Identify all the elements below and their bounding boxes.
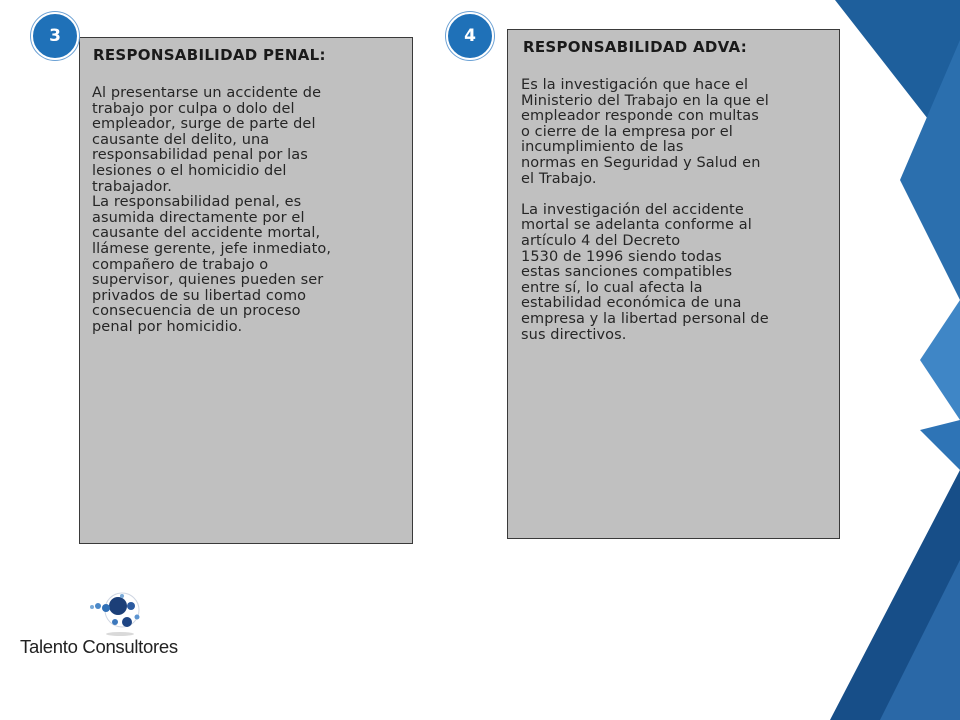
card-line: o cierre de la empresa por el (521, 123, 733, 140)
card-line: La investigación del accidente (521, 201, 744, 218)
card-line: entre sí, lo cual afecta la (521, 279, 703, 296)
card-line: empresa y la libertad personal de (521, 310, 769, 327)
card-line: empleador responde con multas (521, 108, 759, 125)
card-line: estas sanciones compatibles (521, 264, 733, 281)
card-title: RESPONSABILIDAD PENAL: (93, 46, 326, 64)
card-line: responsabilidad penal por las (92, 147, 308, 164)
card-line: el Trabajo. (521, 170, 597, 187)
logo-text: Talento Consultores (20, 636, 178, 657)
card-line: trabajo por culpa o dolo del (92, 100, 295, 117)
card-line: La responsabilidad penal, es (92, 194, 302, 211)
card-line: empleador, surge de parte del (92, 116, 316, 133)
card-line: incumplimiento de las (521, 139, 684, 156)
card-line: mortal se adelanta conforme al (521, 217, 752, 234)
card-line: normas en Seguridad y Salud en (521, 154, 761, 171)
card-title: RESPONSABILIDAD ADVA: (523, 38, 748, 56)
step-badge-3: 3 (31, 12, 79, 60)
card-body (92, 86, 408, 336)
step-badge-4: 4 (446, 12, 494, 60)
card-line: consecuencia de un proceso (92, 303, 301, 320)
responsabilidad-penal-card (79, 37, 413, 544)
card-line: asumida directamente por el (92, 209, 305, 226)
card-line: 1530 de 1996 siendo todas (521, 248, 722, 265)
card-line: Ministerio del Trabajo en la que el (521, 92, 769, 109)
card-line: Es la investigación que hace el (521, 77, 749, 93)
card-line: Al presentarse un accidente de (92, 85, 322, 101)
card-line: lesiones o el homicidio del (92, 162, 287, 179)
card-line: compañero de trabajo o (92, 256, 269, 273)
paragraph-gap (521, 187, 839, 203)
card-line: causante del delito, una (92, 131, 270, 148)
card-body (521, 78, 839, 343)
card-line: causante del accidente mortal, (92, 225, 321, 242)
company-logo (10, 556, 200, 706)
responsabilidad-adva-card (507, 29, 840, 539)
card-line: llámese gerente, jefe inmediato, (92, 240, 332, 257)
card-line: supervisor, quienes pueden ser (92, 272, 324, 289)
logo-dots-icon (80, 576, 150, 636)
card-line: trabajador. (92, 178, 172, 195)
card-line: penal por homicidio. (92, 318, 243, 335)
card-line: artículo 4 del Decreto (521, 232, 681, 249)
card-line: estabilidad económica de una (521, 295, 742, 312)
card-line: sus directivos. (521, 326, 627, 343)
card-line: privados de su libertad como (92, 287, 307, 304)
